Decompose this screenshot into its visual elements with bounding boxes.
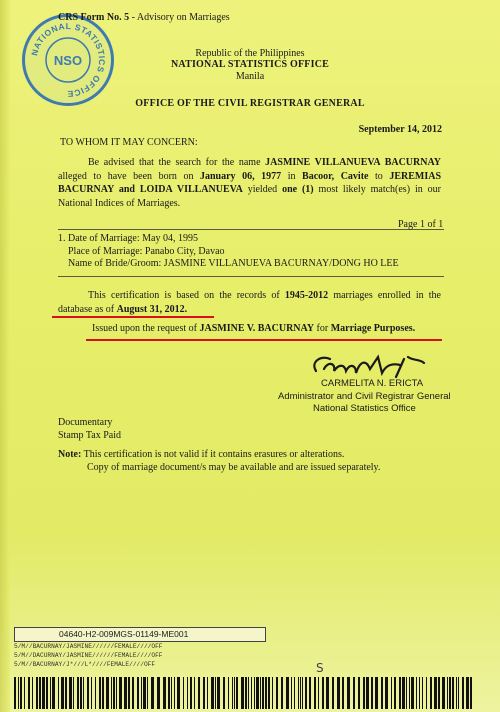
barcode-bar xyxy=(353,677,355,709)
barcode-bar xyxy=(24,677,25,709)
barcode-bar xyxy=(236,677,238,709)
barcode-bar xyxy=(183,677,184,709)
barcode-bar xyxy=(305,677,307,709)
barcode-bar xyxy=(276,677,278,709)
mono-line-1: 5/M//BACURNAY/JASMINE//////FEMALE////OFF xyxy=(14,643,163,650)
barcode-bar xyxy=(39,677,41,709)
barcode-bar xyxy=(434,677,437,709)
barcode-bar xyxy=(260,677,261,709)
barcode-bar xyxy=(190,677,192,709)
barcode-bar xyxy=(132,677,134,709)
barcode-bar xyxy=(411,677,414,709)
salutation: TO WHOM IT MAY CONCERN: xyxy=(60,137,198,148)
barcode-bar xyxy=(326,677,329,709)
para2-text-a: This certification is based on the records of xyxy=(88,290,285,301)
barcode-bar xyxy=(456,677,457,709)
barcode-bar xyxy=(80,677,82,709)
barcode-bar xyxy=(265,677,267,709)
reference-box xyxy=(14,627,266,642)
barcode-bar xyxy=(217,677,220,709)
barcode-bar xyxy=(211,677,214,709)
barcode-bar xyxy=(234,677,235,709)
note-label: Note: xyxy=(58,449,82,460)
barcode-bar xyxy=(52,677,55,709)
barcode-bar xyxy=(116,677,117,709)
barcode-bar xyxy=(65,677,67,709)
barcode-bar xyxy=(194,677,195,709)
search-result-paragraph xyxy=(58,156,441,210)
seal-center-text: NSO xyxy=(53,53,83,68)
barcode-bar xyxy=(137,677,139,709)
mono-line-2: 5/M//DACURNAY/JASMINE//////FEMALE////OFF xyxy=(14,652,163,659)
barcode-bar xyxy=(462,677,464,709)
barcode-bar xyxy=(438,677,440,709)
barcode-bar xyxy=(168,677,170,709)
barcode-bar xyxy=(300,677,301,709)
barcode-bar xyxy=(42,677,45,709)
barcode-bar xyxy=(32,677,33,709)
barcode-bar xyxy=(91,677,92,709)
barcode-bar xyxy=(174,677,175,709)
barcode-bar xyxy=(302,677,303,709)
barcode-bar xyxy=(452,677,454,709)
request-paragraph xyxy=(92,323,415,334)
barcode-bar xyxy=(318,677,319,709)
barcode-bar xyxy=(228,677,229,709)
birth-place: Bacoor, Cavite xyxy=(302,170,369,182)
barcode-bar xyxy=(18,677,19,709)
barcode-bar xyxy=(458,677,459,709)
page-indicator: Page 1 of 1 xyxy=(398,219,444,230)
barcode-bar xyxy=(251,677,252,709)
barcode-bar xyxy=(402,677,405,709)
barcode-bar xyxy=(124,677,127,709)
barcode-bar xyxy=(371,677,373,709)
barcode-bar xyxy=(254,677,255,709)
barcode-bar xyxy=(409,677,410,709)
header-republic: Republic of the Philippines xyxy=(195,48,305,59)
barcode-bar xyxy=(36,677,38,709)
barcode-bar xyxy=(141,677,142,709)
barcode-bar xyxy=(466,677,469,709)
barcode-bar xyxy=(314,677,316,709)
reference-number: 04640-H2-009MGS-01149-ME001 xyxy=(59,629,189,639)
barcode-bar xyxy=(399,677,401,709)
barcode-bar xyxy=(128,677,130,709)
signatory-name: CARMELITA N. ERICTA xyxy=(321,378,424,389)
barcode-bar xyxy=(50,677,51,709)
barcode-bar xyxy=(46,677,48,709)
barcode-bar xyxy=(262,677,264,709)
barcode-bar xyxy=(87,677,89,709)
barcode-bar xyxy=(342,677,344,709)
barcode-bar xyxy=(385,677,388,709)
barcode-bar xyxy=(69,677,72,709)
barcode-bar xyxy=(337,677,340,709)
barcode-bar xyxy=(241,677,244,709)
para1-text-e: yielded xyxy=(242,184,283,195)
barcode-bar xyxy=(58,677,59,709)
para3-text-b: for xyxy=(314,323,331,334)
signatory-title: Administrator and Civil Registrar General xyxy=(278,391,451,402)
issue-date: September 14, 2012 xyxy=(358,124,442,135)
divider-top xyxy=(58,229,444,230)
barcode-bar xyxy=(102,677,104,709)
barcode-bar xyxy=(332,677,334,709)
para1-text-d: to xyxy=(368,170,390,182)
barcode-bar xyxy=(375,677,378,709)
para2-text-b: marriages enrolled in the database as of xyxy=(58,290,441,315)
barcode-bar xyxy=(215,677,216,709)
barcode-bar xyxy=(20,677,22,709)
barcode-bar xyxy=(73,677,74,709)
barcode-bar xyxy=(198,677,200,709)
database-date: August 31, 2012. xyxy=(116,303,188,315)
match-count: one (1) xyxy=(282,184,314,195)
para1-text-f: most likely match(es) in our National Indices of Marriages. xyxy=(58,184,441,209)
barcode-bar xyxy=(394,677,396,709)
barcode-bar xyxy=(143,677,146,709)
header-city: Manila xyxy=(235,71,265,82)
barcode-bar xyxy=(298,677,299,709)
barcode-bar xyxy=(447,677,448,709)
note-block xyxy=(58,448,380,474)
record-names: Name of Bride/Groom: JASMINE VILLANUEVA BACURNAY/DONG HO LEE xyxy=(68,258,399,269)
barcode-bar xyxy=(430,677,432,709)
documentary-line2: Stamp Tax Paid xyxy=(58,430,122,441)
barcode-bar xyxy=(309,677,311,709)
barcode-bar xyxy=(207,677,208,709)
barcode-bar xyxy=(119,677,122,709)
barcode-bar xyxy=(363,677,365,709)
para1-text-a: Be advised that the search for the name xyxy=(88,157,266,168)
record-place: Place of Marriage: Panabo City, Davao xyxy=(68,245,225,257)
barcode-bar xyxy=(106,677,109,709)
barcode-bar xyxy=(187,677,188,709)
seal-text: NATIONAL STATISTICS OFFICE xyxy=(29,20,108,100)
barcode-bar xyxy=(28,677,30,709)
record-date: 1. Date of Marriage: May 04, 1995 xyxy=(58,233,198,244)
barcode-bar xyxy=(391,677,392,709)
barcode-bar xyxy=(347,677,350,709)
barcode-bar xyxy=(61,677,64,709)
red-underline-1 xyxy=(52,316,214,318)
barcode-bar xyxy=(322,677,324,709)
basis-paragraph xyxy=(58,289,441,316)
barcode-bar xyxy=(294,677,295,709)
barcode-bar xyxy=(449,677,451,709)
handwritten-mark: S xyxy=(316,661,324,675)
para3-text-a: Issued upon the request of xyxy=(92,323,200,334)
searched-name: JASMINE VILLANUEVA BACURNAY xyxy=(265,157,441,168)
barcode-bar xyxy=(95,677,96,709)
barcode-bar xyxy=(171,677,172,709)
barcode-bar xyxy=(83,677,84,709)
barcode-bar xyxy=(248,677,249,709)
documentary-stamp xyxy=(58,416,121,442)
barcode-bar xyxy=(256,677,259,709)
form-number xyxy=(58,12,230,23)
barcode-bar xyxy=(442,677,445,709)
barcode-bar xyxy=(203,677,205,709)
requester-name: JASMINE V. BACURNAY xyxy=(199,323,315,334)
barcode-bar xyxy=(291,677,292,709)
note-line1: This certification is not valid if it contains erasures or alterations. xyxy=(81,449,345,460)
barcode-bar xyxy=(163,677,166,709)
office-title: OFFICE OF THE CIVIL REGISTRAR GENERAL xyxy=(135,98,365,109)
request-purpose: Marriage Purposes. xyxy=(330,323,416,334)
barcode-bar xyxy=(223,677,225,709)
barcode-bar xyxy=(14,677,16,709)
barcode-bar xyxy=(381,677,383,709)
record-years: 1945-2012 xyxy=(284,290,329,301)
barcode-bar xyxy=(157,677,160,709)
barcode-bar xyxy=(366,677,369,709)
signatory-office: National Statistics Office xyxy=(313,403,416,414)
header-agency: NATIONAL STATISTICS OFFICE xyxy=(170,59,330,70)
barcode-bar xyxy=(419,677,420,709)
birth-date: January 06, 1977 xyxy=(200,170,282,182)
para1-text-c: in xyxy=(281,170,303,182)
red-underline-2 xyxy=(86,339,442,341)
barcode-icon xyxy=(14,677,474,709)
barcode-bar xyxy=(99,677,101,709)
para1-text-b: alleged to have been born on xyxy=(58,170,200,182)
barcode-bar xyxy=(286,677,289,709)
barcode-bar xyxy=(177,677,180,709)
barcode-bar xyxy=(470,677,472,709)
barcode-bar xyxy=(281,677,283,709)
note-line2: Copy of marriage document/s may be available and are issued separately. xyxy=(87,462,381,473)
barcode-bar xyxy=(232,677,233,709)
barcode-bar xyxy=(416,677,417,709)
documentary-line1: Documentary xyxy=(58,417,113,428)
mono-line-3: 5/M//BACURNAY/J*///L*////FEMALE////OFF xyxy=(14,661,156,668)
barcode-bar xyxy=(111,677,112,709)
form-number-code: CRS Form No. 5 xyxy=(58,12,130,23)
parents-names: JEREMIAS BACURNAY and LOIDA VILLANUEVA xyxy=(58,170,442,195)
barcode-bar xyxy=(151,677,154,709)
barcode-bar xyxy=(113,677,115,709)
barcode-bar xyxy=(358,677,360,709)
barcode-bar xyxy=(77,677,79,709)
barcode-bar xyxy=(272,677,273,709)
barcode-bar xyxy=(268,677,270,709)
barcode-bar xyxy=(426,677,427,709)
barcode-bar xyxy=(406,677,407,709)
marriage-record xyxy=(58,233,399,271)
barcode-bar xyxy=(245,677,247,709)
form-number-label: - Advisory on Marriages xyxy=(129,12,230,23)
barcode-bar xyxy=(422,677,423,709)
divider-bottom xyxy=(58,276,444,277)
barcode-bar xyxy=(147,677,148,709)
